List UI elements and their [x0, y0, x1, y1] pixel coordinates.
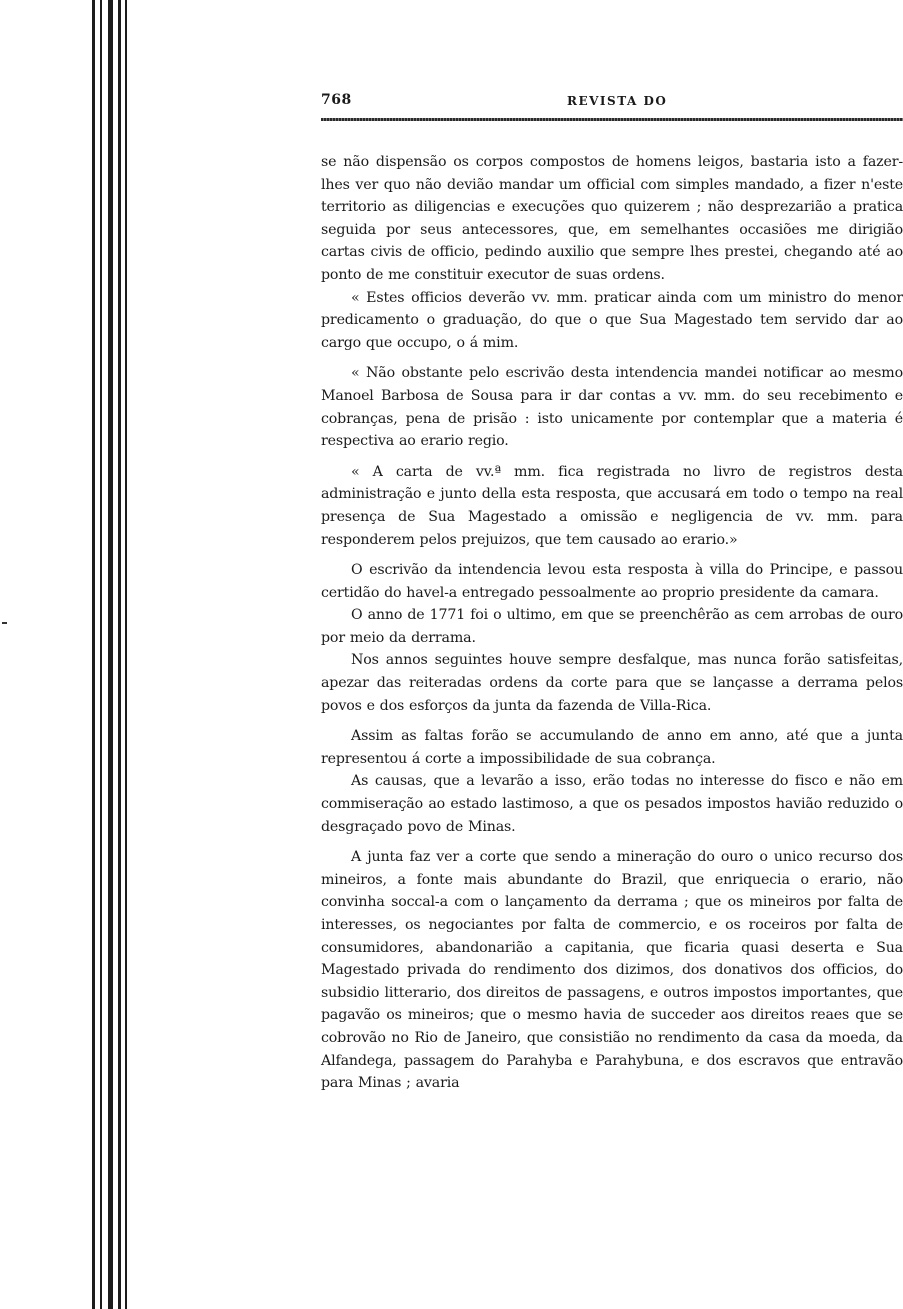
paragraph: « Não obstante pelo escrivão desta intendencia mandei notificar ao mesmo Manoel Barbosa de Sousa para ir dar contas a vv. mm. do seu recebimento e cobranças, pena de prisão : isto unicamente por contemplar que a materia é respectiva ao erario regio. [321, 365, 903, 450]
paragraph: O escrivão da intendencia levou esta resposta à villa do Principe, e passou certidão do havel-a entregado pessoalmente ao proprio presidente da camara. [321, 562, 903, 601]
page-number: 768 [321, 92, 352, 108]
paragraph: Assim as faltas forão se accumulando de anno em anno, até que a junta representou á corte a impossibilidade de sua cobrança. [321, 728, 903, 767]
paragraph: se não dispensão os corpos compostos de homens leigos, bastaria isto a fazer-lhes ver quo não devião mandar um official com simples mandado, a fizer n'este territorio as diligencias e execuções quo quizerem ; não desprezarião a pratica seguida por seus antecessores, que, em semelhantes occasiões me dirigião cartas civis de officio, pedindo auxilio que sempre lhes prestei, chegando até ao ponto de me constituir executor de suas ordens. [321, 154, 903, 283]
scan-speck [2, 622, 7, 624]
paragraph: « Estes officios deverão vv. mm. praticar ainda com um ministro do menor predicamento o graduação, do que o que Sua Magestado tem servido dar ao cargo que occupo, o á mim. [321, 289, 903, 351]
document-page [321, 92, 903, 1095]
paragraph: O anno de 1771 foi o ultimo, em que se preenchêrão as cem arrobas de ouro por meio da derrama. [321, 607, 903, 646]
paragraph: A junta faz ver a corte que sendo a mineração do ouro o unico recurso dos mineiros, a fonte mais abundante do Brazil, que enriquecia o erario, não convinha soccal-a com o lançamento da derrama ; que os mineiros por falta de interesses, os negociantes por falta de commercio, e os roceiros por falta de consumidores, abandonarião a capitania, que ficaria quasi deserta e Sua Magestado privada do rendimento dos dizimos, dos donativos dos officios, do subsidio litterario, dos direitos de passagens, e outros impostos importantes, que pagavão os mineiros; que o mesmo havia de succeder aos direitos reaes que se cobrovão no Rio de Janeiro, que consistião no rendimento da casa da moeda, da Alfandega, passagem do Parahyba e Parahybuna, e dos escravos que entravão para Minas ; avaria [321, 849, 903, 1092]
running-title: REVISTA DO [567, 94, 668, 108]
paragraph: Nos annos seguintes houve sempre desfalque, mas nunca forão satisfeitas, apezar das reiteradas ordens da corte para que se lançasse a derrama pelos povos e dos esforços da junta da fazenda de Villa-Rica. [321, 652, 903, 714]
paragraph: « A carta de vv.ª mm. fica registrada no livro de registros desta administração e junto della esta resposta, que accusará em todo o tempo na real presença de Sua Magestado a omissão e negligencia de vv. mm. para responderem pelos prejuizos, que tem causado ao erario.» [321, 463, 903, 548]
book-binding-edge [88, 0, 138, 1309]
page-header [321, 92, 903, 114]
header-rule [321, 118, 903, 121]
body-text [321, 151, 903, 1095]
paragraph: As causas, que a levarão a isso, erão todas no interesse do fisco e não em commiseração ao estado lastimoso, a que os pesados impostos havião reduzido o desgraçado povo de Minas. [321, 773, 903, 835]
